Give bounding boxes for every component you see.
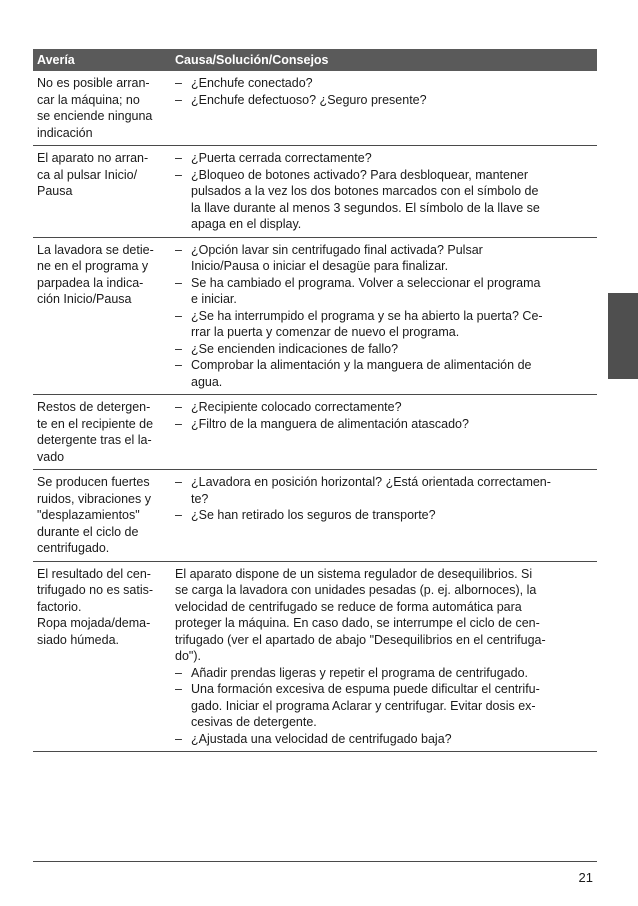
solution-item: – Añadir prendas ligeras y repetir el programa de centrifugado. bbox=[175, 665, 528, 680]
fault-cell: La lavadora se detie- ne en el programa y parpadea la indica- ción Inicio/Pausa bbox=[37, 242, 154, 306]
solution-item: – ¿Se han retirado los seguros de transporte? bbox=[175, 508, 436, 522]
troubleshooting-table bbox=[33, 49, 597, 752]
dash-bullet: – bbox=[175, 76, 182, 90]
solution-cell bbox=[175, 150, 597, 233]
header-fault: Avería bbox=[37, 53, 75, 67]
table-row bbox=[33, 71, 597, 146]
table-row bbox=[33, 470, 597, 562]
dash-bullet: – bbox=[175, 731, 182, 746]
dash-bullet: – bbox=[175, 475, 182, 489]
table-row bbox=[33, 238, 597, 396]
solution-item: – Una formación excesiva de espuma puede dificultar el centrifu- gado. Iniciar el programa Aclarar y centrifugar. Evitar dosis ex- cesivas de detergente. bbox=[175, 682, 540, 729]
solution-item: – ¿Filtro de la manguera de alimentación atascado? bbox=[175, 416, 469, 431]
solution-cell bbox=[175, 242, 597, 391]
dash-bullet: – bbox=[175, 151, 182, 165]
solution-item: – ¿Bloqueo de botones activado? Para desbloquear, mantener pulsados a la vez los dos botones marcados con el símbolo de la llave durante al menos 3 segundos. El símbolo de la llave se apaga en el display. bbox=[175, 167, 540, 231]
dash-bullet: – bbox=[175, 665, 182, 680]
solution-item: – ¿Se ha interrumpido el programa y se ha abierto la puerta? Ce- rrar la puerta y comenzar de nuevo el programa. bbox=[175, 308, 543, 339]
solution-item: – ¿Puerta cerrada correctamente? bbox=[175, 151, 372, 165]
fault-cell: No es posible arran- car la máquina; no se enciende ninguna indicación bbox=[37, 76, 153, 140]
solution-cell bbox=[175, 474, 597, 557]
dash-bullet: – bbox=[175, 508, 182, 522]
dash-bullet: – bbox=[175, 242, 182, 257]
solution-item: – ¿Ajustada una velocidad de centrifugado baja? bbox=[175, 731, 452, 746]
dash-bullet: – bbox=[175, 358, 182, 372]
dash-bullet: – bbox=[175, 341, 182, 356]
dash-bullet: – bbox=[175, 400, 182, 414]
dash-bullet: – bbox=[175, 416, 182, 431]
fault-cell: Se producen fuertes ruidos, vibraciones y "desplazamientos" durante el ciclo de centrifugado. bbox=[37, 475, 151, 555]
solution-item: – ¿Recipiente colocado correctamente? bbox=[175, 400, 402, 414]
solution-item: – ¿Opción lavar sin centrifugado final activada? Pulsar Inicio/Pausa o iniciar el desagüe para finalizar. bbox=[175, 242, 483, 273]
solution-item: – ¿Enchufe conectado? bbox=[175, 76, 313, 90]
table-header bbox=[33, 49, 597, 71]
solution-item: – ¿Enchufe defectuoso? ¿Seguro presente? bbox=[175, 92, 427, 107]
solution-paragraph: El aparato dispone de un sistema regulador de desequilibrios. Si se carga la lavadora con unidades pesadas (p. ej. albornoces), la velocidad de centrifugado se reduce de forma automática para proteger la máquina. En caso dado, se interrumpe el ciclo de cen- trifugado (ver el apartado de abajo "Desequilibrios en el centrifuga- do"). bbox=[175, 566, 546, 663]
dash-bullet: – bbox=[175, 682, 182, 696]
dash-bullet: – bbox=[175, 92, 182, 107]
fault-cell: El aparato no arran- ca al pulsar Inicio/ Pausa bbox=[37, 151, 149, 198]
solution-item: – ¿Se encienden indicaciones de fallo? bbox=[175, 341, 399, 356]
table-row bbox=[33, 562, 597, 753]
table-row bbox=[33, 395, 597, 470]
solution-cell bbox=[175, 399, 597, 465]
dash-bullet: – bbox=[175, 167, 182, 182]
header-cause-solution: Causa/Solución/Consejos bbox=[175, 53, 329, 67]
solution-item: – ¿Lavadora en posición horizontal? ¿Está orientada correctamen- te? bbox=[175, 475, 551, 506]
solution-cell bbox=[175, 75, 597, 141]
solution-cell bbox=[175, 566, 597, 748]
section-tab-marker bbox=[608, 293, 638, 379]
dash-bullet: – bbox=[175, 308, 182, 323]
solution-item: – Se ha cambiado el programa. Volver a seleccionar el programa e iniciar. bbox=[175, 275, 541, 306]
table-row bbox=[33, 146, 597, 238]
fault-cell: Restos de detergen- te en el recipiente de detergente tras el la- vado bbox=[37, 400, 154, 464]
footer-divider bbox=[33, 861, 597, 862]
page-number: 21 bbox=[578, 870, 593, 885]
dash-bullet: – bbox=[175, 275, 182, 290]
fault-cell: El resultado del cen- trifugado no es satis- factorio. Ropa mojada/dema- siado húmeda. bbox=[37, 566, 154, 647]
solution-item: – Comprobar la alimentación y la manguera de alimentación de agua. bbox=[175, 358, 532, 389]
